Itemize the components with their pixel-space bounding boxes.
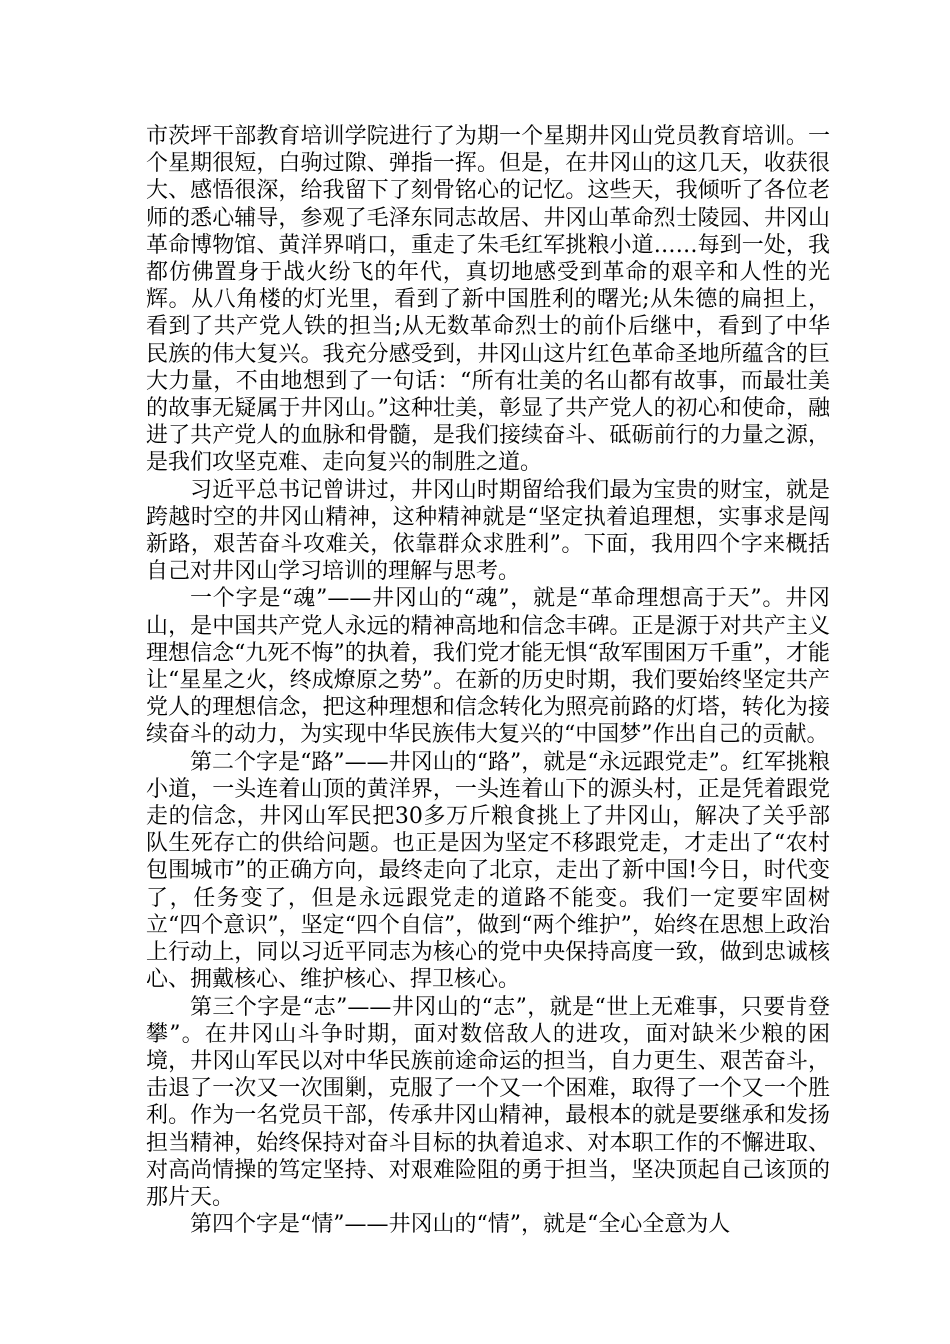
- paragraph-third-character: 第三个字是“志”——井冈山的“志”，就是“世上无难事，只要肯登攀”。在井冈山斗争时期，面对数倍敌人的进攻，面对缺米少粮的困境，井冈山军民以对中华民族前途命运的担当，自力更生、艰苦奋斗，击退了一次又一次围剿，克服了一个又一个困难，取得了一个又一个胜利。作为一名党员干部，传承井冈山精神，最根本的就是要继承和发扬担当精神，始终保持对奋斗目标的执着追求、对本职工作的不懈进取、对高尚情操的笃定坚持、对艰难险阻的勇于担当，坚决顶起自己该顶的那片天。: [146, 994, 830, 1210]
- paragraph-first-character: 一个字是“魂”——井冈山的“魂”，就是“革命理想高于天”。井冈山，是中国共产党人永远的精神高地和信念丰碑。正是源于对共产主义理想信念“九死不悔”的执着，我们党才能无惧“敌军围困万千重”，才能让“星星之火，终成燎原之势”。在新的历史时期，我们要始终坚定共产党人的理想信念，把这种理想和信念转化为照亮前路的灯塔，转化为接续奋斗的动力，为实现中华民族伟大复兴的“中国梦”作出自己的贡献。: [146, 586, 830, 748]
- paragraph-fourth-character: 第四个字是“情”——井冈山的“情”，就是“全心全意为人: [190, 1212, 731, 1238]
- document-body: [146, 123, 830, 1238]
- paragraph-opening: 市茨坪干部教育培训学院进行了为期一个星期井冈山党员教育培训。一个星期很短，白驹过隙、弹指一挥。但是，在井冈山的这几天，收获很大、感悟很深，给我留下了刻骨铭心的记忆。这些天，我倾听了各位老师的悉心辅导，参观了毛泽东同志故居、井冈山革命烈士陵园、井冈山革命博物馆、黄洋界哨口，重走了朱毛红军挑粮小道……每到一处，我都仿佛置身于战火纷飞的年代，真切地感受到革命的艰辛和人性的光辉。从八角楼的灯光里，看到了新中国胜利的曙光;从朱德的扁担上，看到了共产党人铁的担当;从无数革命烈士的前仆后继中，看到了中华民族的伟大复兴。我充分感受到，井冈山这片红色革命圣地所蕴含的巨大力量，不由地想到了一句话：“所有壮美的名山都有故事，而最壮美的故事无疑属于井冈山。”这种壮美，彰显了共产党人的初心和使命，融进了共产党人的血脉和骨髓，是我们接续奋斗、砥砺前行的力量之源，是我们攻坚克难、走向复兴的制胜之道。: [146, 124, 830, 476]
- paragraph-jinggangshan-spirit: 习近平总书记曾讲过，井冈山时期留给我们最为宝贵的财宝，就是跨越时空的井冈山精神，这种精神就是“坚定执着追理想，实事求是闯新路，艰苦奋斗攻难关，依靠群众求胜利”。下面，我用四个字来概括自己对井冈山学习培训的理解与思考。: [146, 477, 830, 585]
- paragraph-second-character: 第二个字是“路”——井冈山的“路”，就是“永远跟党走”。红军挑粮小道，一头连着山顶的黄洋界，一头连着山下的源头村，正是凭着跟党走的信念，井冈山军民把30多万斤粮食挑上了井冈山，解决了关乎部队生死存亡的供给问题。也正是因为坚定不移跟党走，才走出了“农村包围城市”的正确方向，最终走向了北京，走出了新中国!今日，时代变了，任务变了，但是永远跟党走的道路不能变。我们一定要牢固树立“四个意识”，坚定“四个自信”，做到“两个维护”，始终在思想上政治上行动上，同以习近平同志为核心的党中央保持高度一致，做到忠诚核心、拥戴核心、维护核心、捍卫核心。: [146, 749, 830, 993]
